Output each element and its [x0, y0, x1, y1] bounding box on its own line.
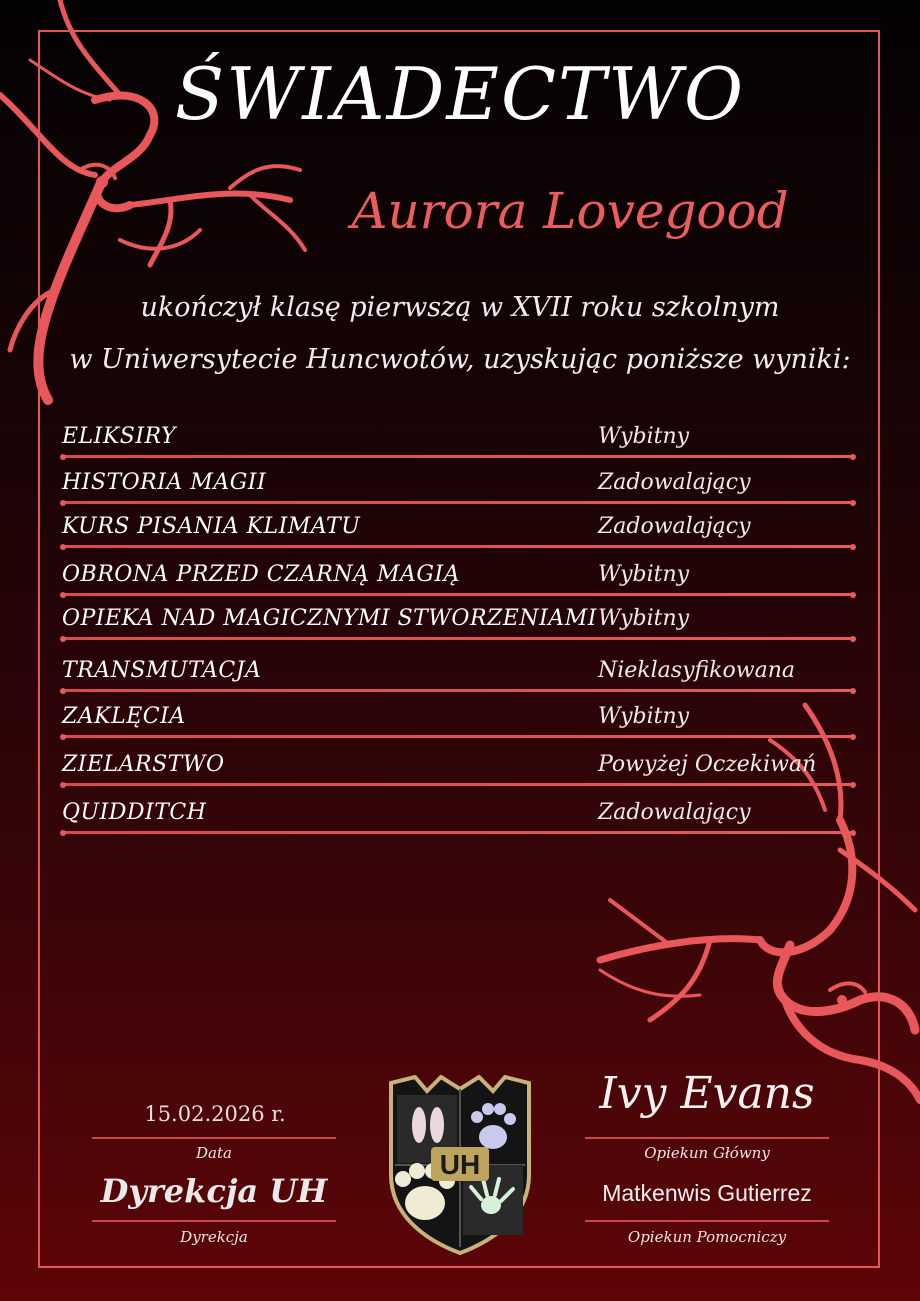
- grade-row: [62, 794, 854, 834]
- grade-value: Wybitny: [598, 562, 690, 587]
- grade-value: Wybitny: [598, 424, 690, 449]
- grade-row: [62, 418, 854, 458]
- subject-name: QUIDDITCH: [62, 800, 207, 825]
- date-label: Data: [196, 1144, 232, 1162]
- issue-date: 15.02.2026 r.: [144, 1102, 286, 1126]
- row-divider: [62, 637, 854, 640]
- subject-name: HISTORIA MAGII: [62, 470, 267, 495]
- grade-row: [62, 746, 854, 786]
- grade-row: [62, 464, 854, 504]
- intro-line-1: ukończył klasę pierwszą w XVII roku szkolnym: [140, 292, 780, 323]
- grade-row: [62, 556, 854, 596]
- subject-name: OBRONA PRZED CZARNĄ MAGIĄ: [62, 562, 461, 587]
- subject-name: ELIKSIRY: [62, 424, 176, 449]
- grade-value: Zadowalający: [598, 800, 751, 825]
- date-line: [92, 1137, 336, 1139]
- row-divider: [62, 689, 854, 692]
- grade-row: [62, 508, 854, 548]
- row-divider: [62, 545, 854, 548]
- direction-signature: Dyrekcja UH: [100, 1172, 328, 1210]
- subject-name: TRANSMUTACJA: [62, 658, 262, 683]
- row-divider: [62, 735, 854, 738]
- grade-value: Zadowalający: [598, 470, 751, 495]
- assistant-guardian-label: Opiekun Pomocniczy: [627, 1228, 787, 1246]
- head-guardian-label: Opiekun Główny: [644, 1144, 770, 1162]
- intro-line-2: w Uniwersytecie Huncwotów, uzyskując poniższe wyniki:: [69, 344, 851, 375]
- subject-name: OPIEKA NAD MAGICZNYMI STWORZENIAMI: [62, 606, 597, 631]
- row-divider: [62, 831, 854, 834]
- assistant-guardian-signature: Matkenwis Gutierrez: [602, 1180, 812, 1206]
- direction-label: Dyrekcja: [180, 1228, 248, 1246]
- subject-name: ZAKLĘCIA: [62, 704, 186, 729]
- grade-row: [62, 698, 854, 738]
- direction-line: [92, 1220, 336, 1222]
- certificate-title: ŚWIADECTWO: [174, 52, 746, 136]
- uh-crest-emblem: [385, 1075, 535, 1255]
- grade-value: Wybitny: [598, 606, 690, 631]
- student-name: Aurora Lovegood: [351, 182, 789, 240]
- head-guardian-signature: Ivy Evans: [599, 1068, 815, 1119]
- grade-row: [62, 652, 854, 692]
- grade-row: [62, 600, 854, 640]
- assistant-guardian-line: [585, 1220, 829, 1222]
- grade-value: Powyżej Oczekiwań: [598, 752, 817, 777]
- row-divider: [62, 783, 854, 786]
- grade-value: Nieklasyfikowana: [598, 658, 795, 683]
- row-divider: [62, 455, 854, 458]
- row-divider: [62, 501, 854, 504]
- grade-value: Zadowalający: [598, 514, 751, 539]
- crest-initials: UH: [439, 1149, 481, 1180]
- grade-value: Wybitny: [598, 704, 690, 729]
- subject-name: ZIELARSTWO: [62, 752, 225, 777]
- head-guardian-line: [585, 1137, 829, 1139]
- subject-name: KURS PISANIA KLIMATU: [62, 514, 361, 539]
- row-divider: [62, 593, 854, 596]
